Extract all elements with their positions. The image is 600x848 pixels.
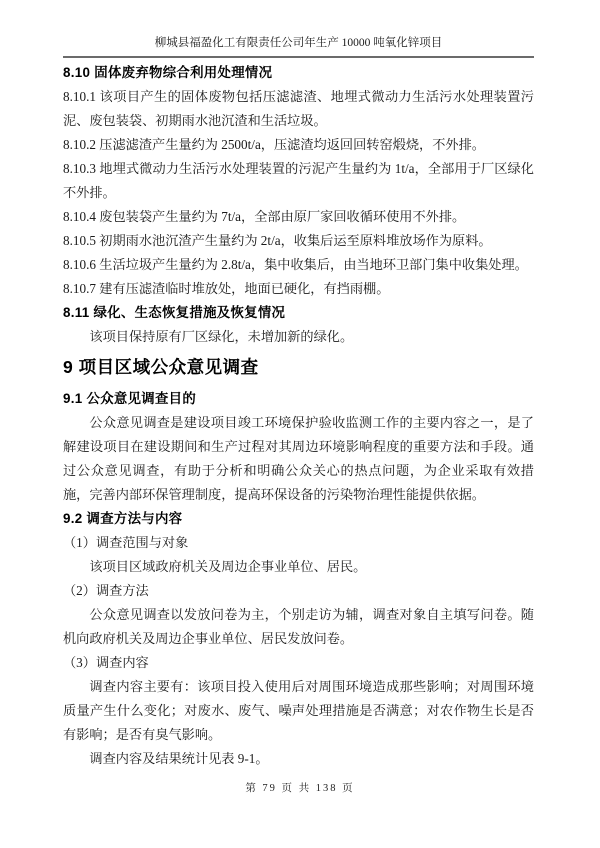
para-9-1-text: 公众意见调查是建设项目竣工环境保护验收监测工作的主要内容之一，是了解建设项目在建设期间和生产过程对其周边环境影响程度的重要方法和手段。通过公众意见调查，有助于分析和明确公众关心的热点问题，为企业采取有效措施，完善内部环保管理制度，提高环保设备的污染物治理性能提供依据。 [63,415,534,502]
para-survey-scope: 该项目区域政府机关及周边企事业单位、居民。 [89,559,367,574]
chapter-9-heading: 9 项目区域公众意见调查 [63,357,259,377]
para-table-reference: 调查内容及结果统计见表 9-1。 [89,751,269,766]
para-8-11-text: 该项目保持原有厂区绿化，未增加新的绿化。 [89,329,354,344]
para-8-10-3: 8.10.3 地埋式微动力生活污水处理装置的污泥产生量约为 1t/a，全部用于厂区绿化不外排。 [63,161,534,200]
para-8-10-1: 8.10.1 该项目产生的固体废物包括压滤滤渣、地埋式微动力生活污水处理装置污泥、废包装袋、初期雨水池沉渣和生活垃圾。 [63,89,534,128]
para-survey-content: 调查内容主要有：该项目投入使用后对周围环境造成那些影响；对周围环境质量产生什么变化；对废水、废气、噪声处理措施是否满意；对农作物生长是否有影响；是否有臭气影响。 [63,679,534,742]
para-8-10-2: 8.10.2 压滤滤渣产生量约为 2500t/a，压滤渣均返回回转窑煅烧，不外排。 [63,137,485,152]
para-8-10-5: 8.10.5 初期雨水池沉渣产生量约为 2t/a，收集后运至原料堆放场作为原料。 [63,233,492,248]
document-body [0,58,600,771]
section-8-10-heading: 8.10 固体废弃物综合利用处理情况 [63,65,273,80]
page-footer [0,780,600,795]
page-number: 第 79 页 共 138 页 [245,783,355,794]
list-item-1-heading: （1）调查范围与对象 [63,535,189,550]
section-9-1-heading: 9.1 公众意见调查目的 [63,391,197,406]
list-item-2-heading: （2）调查方法 [63,583,149,598]
para-8-10-6: 8.10.6 生活垃圾产生量约为 2.8t/a，集中收集后，由当地环卫部门集中收集处理。 [63,257,528,272]
list-item-3-heading: （3）调查内容 [63,655,149,670]
header-title: 柳城县福盈化工有限责任公司年生产 10000 吨氧化锌项目 [154,37,443,49]
para-8-10-4: 8.10.4 废包装袋产生量约为 7t/a，全部由原厂家回收循环使用不外排。 [63,209,466,224]
section-9-2-heading: 9.2 调查方法与内容 [63,511,183,526]
page-header [63,36,534,58]
para-survey-method: 公众意见调查以发放问卷为主，个别走访为辅，调查对象自主填写问卷。随机向政府机关及周边企事业单位、居民发放问卷。 [63,607,534,646]
section-8-11-heading: 8.11 绿化、生态恢复措施及恢复情况 [63,305,286,320]
para-8-10-7: 8.10.7 建有压滤渣临时堆放处，地面已硬化，有挡雨棚。 [63,281,390,296]
